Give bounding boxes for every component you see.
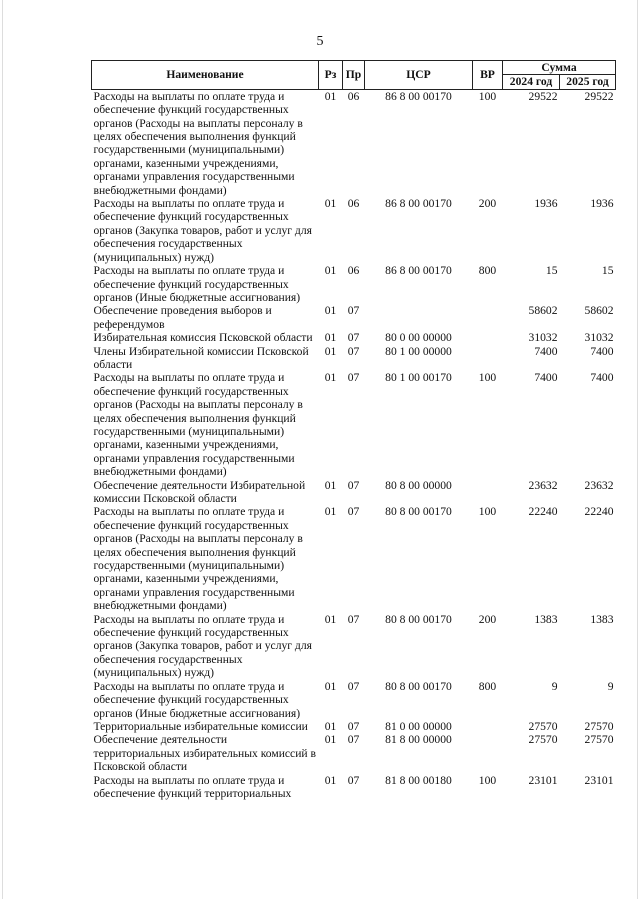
cell-v2025: 58602 [584,304,614,318]
cell-csr: 80 1 00 00000 [385,344,452,358]
cell-vr [473,720,503,733]
cell-v2025: 9 [607,679,614,693]
cell-v2025: 22240 [584,505,614,519]
cell-rz: 01 [324,719,337,733]
cell-pr: 07 [347,505,360,519]
cell-v2025: 7400 [590,371,614,385]
cell-vr [473,479,503,506]
cell-rz: 01 [324,371,337,385]
cell-v2025: 29522 [584,89,614,103]
header-2024: 2024 год [503,75,560,89]
budget-table [91,60,616,800]
cell-rz: 01 [324,505,337,519]
cell-name: Обеспечение деятельности Избирательной комиссии Псковской области [93,478,306,505]
cell-csr: 81 8 00 00180 [385,773,452,787]
cell-vr: 800 [478,679,497,693]
cell-v2024: 7400 [534,344,558,358]
cell-rz: 01 [324,89,337,103]
cell-v2024: 29522 [528,89,558,103]
cell-v2024: 9 [551,679,558,693]
cell-rz: 01 [324,679,337,693]
table-row [92,345,616,372]
cell-pr: 06 [347,197,360,211]
cell-v2024: 15 [545,264,558,278]
table-row [92,613,616,680]
cell-pr: 07 [347,478,360,492]
cell-v2025: 7400 [590,344,614,358]
cell-vr: 100 [478,773,497,787]
cell-pr: 07 [347,371,360,385]
cell-v2024: 31032 [528,331,558,345]
cell-rz: 01 [324,733,337,747]
cell-vr: 800 [478,264,497,278]
table-row [92,774,616,801]
cell-rz: 01 [324,478,337,492]
cell-rz: 01 [324,197,337,211]
cell-name: Расходы на выплаты по оплате труда и обеспечение функций государственных органов (Закупка товаров, работ и услуг для обеспечения государственных (муниципальных) нужд) [93,197,312,264]
table-row [92,264,616,304]
table-body [92,89,616,800]
cell-rz: 01 [324,612,337,626]
cell-vr [473,331,503,344]
cell-pr: 07 [347,304,360,318]
cell-vr [473,733,503,773]
table-row [92,479,616,506]
table-row [92,505,616,612]
cell-name: Избирательная комиссия Псковской области [93,331,313,345]
cell-csr: 80 1 00 00170 [385,371,452,385]
header-pr: Пр [343,61,365,90]
table-row [92,331,616,344]
cell-vr: 200 [478,197,497,211]
cell-v2024: 7400 [534,371,558,385]
cell-v2024: 27570 [528,719,558,733]
cell-name: Обеспечение деятельности территориальных избирательных комиссий в Псковской области [93,733,316,774]
cell-v2025: 27570 [584,719,614,733]
cell-pr: 07 [347,719,360,733]
table-header [92,61,616,90]
header-name: Наименование [92,61,319,90]
cell-v2024: 1383 [534,612,558,626]
cell-vr [473,304,503,331]
cell-csr: 81 0 00 00000 [385,719,452,733]
cell-pr: 07 [347,331,360,345]
cell-pr: 07 [347,733,360,747]
cell-name: Расходы на выплаты по оплате труда и обеспечение функций государственных органов (Иные бюджетные ассигнования) [93,679,301,720]
header-csr: ЦСР [365,61,473,90]
cell-v2025: 15 [601,264,614,278]
cell-csr: 86 8 00 00170 [385,89,452,103]
cell-v2025: 1383 [590,612,614,626]
cell-v2025: 1936 [590,197,614,211]
cell-pr: 07 [347,773,360,787]
cell-rz: 01 [324,331,337,345]
cell-v2024: 1936 [534,197,558,211]
cell-rz: 01 [324,264,337,278]
scan-edge-right [637,0,638,899]
table-row [92,197,616,264]
cell-csr: 81 8 00 00000 [385,733,452,747]
cell-name: Расходы на выплаты по оплате труда и обеспечение функций территориальных [93,773,292,800]
header-sum: Сумма [503,61,616,75]
cell-name: Расходы на выплаты по оплате труда и обеспечение функций государственных органов (Расходы на выплаты персоналу в целях обеспечения выполнения функций государственными (муниципальными) органами, казенными учреждениями, органами управления государственными внебюджетными фондами) [93,505,303,613]
cell-v2024: 23632 [528,478,558,492]
cell-vr: 100 [478,89,497,103]
cell-csr: 80 8 00 00000 [385,478,452,492]
cell-csr: 86 8 00 00170 [385,197,452,211]
cell-pr: 07 [347,344,360,358]
cell-vr: 100 [478,371,497,385]
cell-v2024: 23101 [528,773,558,787]
cell-name: Расходы на выплаты по оплате труда и обеспечение функций государственных органов (Закупка товаров, работ и услуг для обеспечения государственных (муниципальных) нужд) [93,612,312,680]
cell-pr: 06 [347,264,360,278]
cell-csr [365,304,473,331]
cell-pr: 07 [347,612,360,626]
cell-rz: 01 [324,304,337,318]
table-row [92,304,616,331]
cell-rz: 01 [324,344,337,358]
cell-csr: 80 8 00 00170 [385,679,452,693]
cell-pr: 06 [347,89,360,103]
page-number: 5 [316,34,324,49]
cell-name: Обеспечение проведения выборов и референдумов [93,304,272,331]
cell-vr: 200 [478,612,497,626]
table-row [92,733,616,773]
table-row [92,680,616,720]
cell-v2024: 22240 [528,505,558,519]
cell-vr: 100 [478,505,497,519]
cell-csr: 80 8 00 00170 [385,505,452,519]
cell-name: Территориальные избирательные комиссии [93,719,308,733]
cell-v2024: 58602 [528,304,558,318]
scan-edge-left [2,0,3,899]
table-row [92,371,616,478]
cell-name: Расходы на выплаты по оплате труда и обеспечение функций государственных органов (Иные бюджетные ассигнования) [93,264,301,304]
header-vr: ВР [473,61,503,90]
cell-v2025: 31032 [584,331,614,345]
header-2025: 2025 год [560,75,616,89]
header-rz: Рз [319,61,343,90]
cell-name: Расходы на выплаты по оплате труда и обеспечение функций государственных органов (Расходы на выплаты персоналу в целях обеспечения выполнения функций государственными (муниципальными) органами, казенными учреждениями, органами управления государственными внебюджетными фондами) [93,371,303,479]
cell-v2025: 27570 [584,733,614,747]
cell-vr [473,345,503,372]
cell-csr: 80 0 00 00000 [385,331,452,345]
table-row [92,89,616,197]
cell-name: Расходы на выплаты по оплате труда и обеспечение функций государственных органов (Расходы на выплаты персоналу в целях обеспечения выполнения функций государственными (муниципальными) органами, казенными учреждениями, органами управления государственными внебюджетными фондами) [93,89,303,197]
cell-v2025: 23632 [584,478,614,492]
cell-v2025: 23101 [584,773,614,787]
cell-name: Члены Избирательной комиссии Псковской области [93,344,309,371]
cell-csr: 80 8 00 00170 [385,612,452,626]
cell-pr: 07 [347,679,360,693]
table-row [92,720,616,733]
cell-csr: 86 8 00 00170 [385,264,452,278]
cell-rz: 01 [324,773,337,787]
cell-v2024: 27570 [528,733,558,747]
